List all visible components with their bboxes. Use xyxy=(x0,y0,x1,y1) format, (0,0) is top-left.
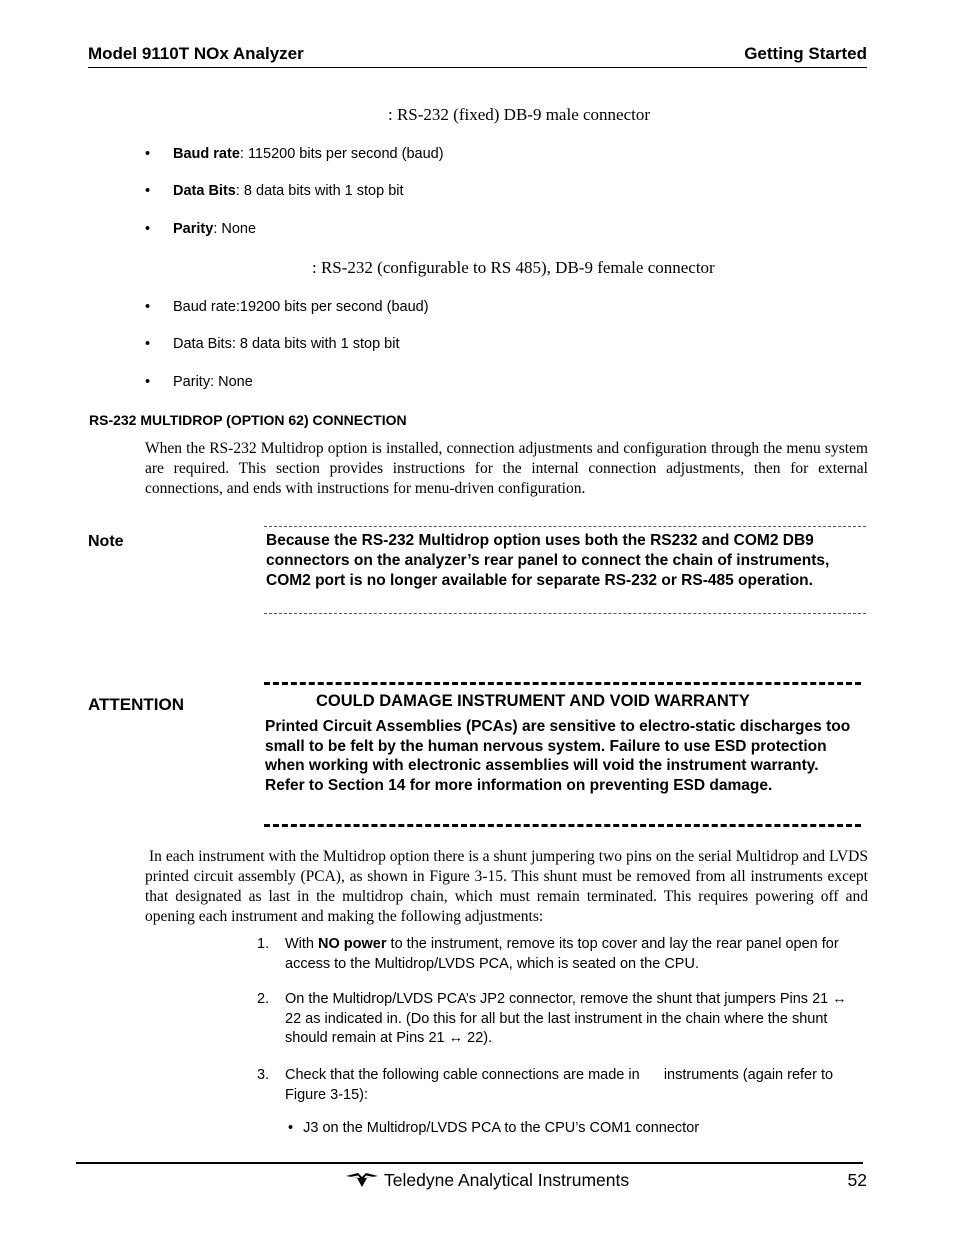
step-text-rest: to the instrument, remove its top cover and lay the rear panel open for access to the Multidrop/LVDS PCA, which is seated on the CPU. xyxy=(285,936,839,972)
bullet-text: Data Bits: 8 data bits with 1 stop bit xyxy=(173,336,400,352)
bullet-icon: • xyxy=(145,183,151,199)
note-divider-bottom xyxy=(264,613,866,614)
step-number: 3. xyxy=(257,1067,270,1083)
step-text: Check that the following cable connections are made in instruments (again refer to Figure 3-15): xyxy=(285,1067,838,1103)
list-item xyxy=(288,1120,699,1136)
bullet-text: : 8 data bits with 1 stop bit xyxy=(235,183,404,199)
bullet-text: J3 on the Multidrop/LVDS PCA to the CPU’s COM1 connector xyxy=(303,1120,700,1136)
attention-divider-top xyxy=(264,682,861,685)
bullet-icon: • xyxy=(145,374,151,390)
bullet-text: Parity: None xyxy=(173,374,253,390)
teledyne-logo-icon xyxy=(345,1171,379,1189)
header-rule xyxy=(88,67,867,68)
step-text: With xyxy=(285,936,319,952)
bullet-label: Data Bits xyxy=(173,183,236,199)
bullet-text: : None xyxy=(213,221,257,237)
section-intro: When the RS-232 Multidrop option is installed, connection adjustments and configuration through the menu system are required. This section provides instructions for the internal connection adjustments, then for external connections, and ends with instructions for menu-driven configuration. xyxy=(145,440,868,497)
step-bold-text: NO power xyxy=(318,936,387,952)
attention-label: ATTENTION xyxy=(88,695,185,714)
bullet-icon: • xyxy=(145,336,151,352)
bullet-label: Parity xyxy=(173,221,214,237)
page-number: 52 xyxy=(847,1170,867,1190)
bullet-icon: • xyxy=(145,221,151,237)
footer-rule xyxy=(76,1162,863,1164)
com2-heading: : RS-232 (configurable to RS 485), DB-9 female connector xyxy=(312,258,715,277)
step-number: 1. xyxy=(257,936,270,952)
attention-divider-bottom xyxy=(264,824,861,827)
note-text: Because the RS-232 Multidrop option uses both the RS232 and COM2 DB9 connectors on the analyzer’s rear panel to connect the chain of instruments, COM2 port is no longer available for separate RS-232 or RS-485 operation. xyxy=(266,532,830,589)
attention-text: Printed Circuit Assemblies (PCAs) are sensitive to electro-static discharges too small to be felt by the human nervous system. Failure to use ESD protection when working with electronic assemblies will void the instrument warranty. Refer to Section 14 for more information on preventing ESD damage. xyxy=(265,718,851,794)
header-title: Model 9110T NOx Analyzer xyxy=(88,44,304,63)
note-label: Note xyxy=(88,533,124,550)
footer-company: Teledyne Analytical Instruments xyxy=(384,1170,630,1190)
bullet-icon: • xyxy=(145,146,151,162)
body-paragraph: In each instrument with the Multidrop option there is a shunt jumpering two pins on the serial Multidrop and LVDS printed circuit assembly (PCA), as shown in Figure 3-15. This shunt must be removed from all instruments except that designated as last in the multidrop chain, which must remain terminated. This requires powering off and opening each instrument and making the following adjustments: xyxy=(145,848,872,925)
step-number: 2. xyxy=(257,991,270,1007)
com1-heading: : RS-232 (fixed) DB-9 male connector xyxy=(388,105,651,124)
bullet-icon: • xyxy=(288,1120,294,1136)
bullet-text: Baud rate:19200 bits per second (baud) xyxy=(173,299,429,315)
section-title: RS-232 MULTIDROP (OPTION 62) CONNECTION xyxy=(89,412,407,428)
attention-title: COULD DAMAGE INSTRUMENT AND VOID WARRANTY xyxy=(316,692,750,710)
step-text: On the Multidrop/LVDS PCA’s JP2 connector, remove the shunt that jumpers Pins 21 ↔ 22 as indicated in. (Do this for all but the last instrument in the chain where the shunt should remain at Pins 21 ↔ 22). xyxy=(285,991,847,1046)
bullet-text: : 115200 bits per second (baud) xyxy=(239,146,444,162)
header-section: Getting Started xyxy=(744,44,867,63)
bullet-icon: • xyxy=(145,299,151,315)
bullet-label: Baud rate xyxy=(173,146,240,162)
note-divider-top xyxy=(264,526,866,527)
